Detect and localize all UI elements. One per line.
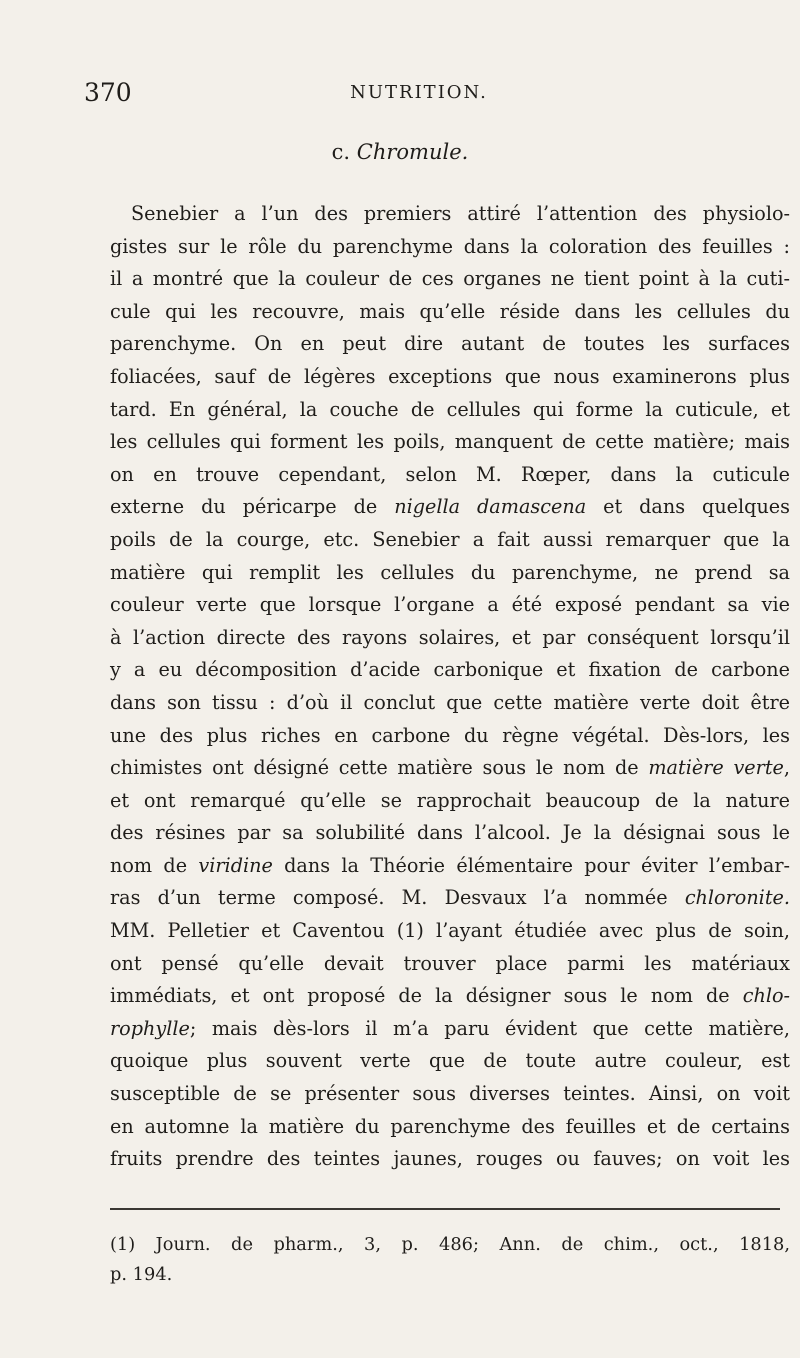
- text-span: nom de: [110, 853, 199, 877]
- text-span: matière qui remplit les cellules du parenchyme, ne prend sa: [110, 560, 790, 584]
- text-span: externe du péricarpe de: [110, 495, 395, 519]
- text-span: et dans quelques: [586, 495, 791, 519]
- text-line: [110, 720, 790, 753]
- text-span: on en trouve cependant, selon M. Rœper, dans la cuticule: [110, 462, 790, 486]
- italic-span: viridine: [198, 853, 273, 877]
- text-span: ,: [783, 756, 790, 780]
- text-span: dans son tissu : d’où il conclut que cette matière verte doit être: [110, 690, 790, 714]
- text-line: [110, 654, 790, 687]
- text-line: [110, 459, 790, 492]
- text-span: susceptible de se présenter sous diverses teintes. Ainsi, on voit: [110, 1082, 790, 1106]
- footnote-rule: [110, 1208, 780, 1210]
- text-span: et ont remarqué qu’elle se rapprochait beaucoup de la nature: [110, 788, 790, 812]
- text-line: [110, 915, 790, 948]
- text-line: [110, 231, 790, 264]
- text-line: [110, 1143, 790, 1176]
- text-span: (1) Journ. de pharm., 3, p. 486; Ann. de chim., oct., 1818,: [110, 1234, 790, 1255]
- italic-span: rophylle: [110, 1016, 190, 1040]
- text-span: les cellules qui forment les poils, manquent de cette matière; mais: [110, 430, 790, 454]
- text-span: quoique plus souvent verte que de toute autre couleur, est: [110, 1049, 790, 1073]
- text-line: [110, 524, 790, 557]
- text-line: [110, 687, 790, 720]
- text-span: parenchyme. On en peut dire autant de toutes les surfaces: [110, 332, 790, 356]
- text-line: [110, 1045, 790, 1078]
- text-line: [110, 817, 790, 850]
- section-label: Chromule.: [356, 140, 469, 164]
- text-line: [110, 557, 790, 590]
- text-span: Senebier a l’un des premiers attiré l’attention des physiolo-: [131, 202, 790, 225]
- text-line: [110, 491, 790, 524]
- text-span: à l’action directe des rayons solaires, et par conséquent lorsqu’il: [110, 625, 790, 649]
- italic-span: matière verte: [648, 756, 784, 780]
- section-title: [0, 140, 800, 164]
- text-span: fruits prendre des teintes jaunes, rouges ou fauves; on voit les: [110, 1147, 790, 1171]
- text-span: poils de la courge, etc. Senebier a fait aussi remarquer que la: [110, 527, 790, 551]
- text-span: chimistes ont désigné cette matière sous le nom de: [110, 756, 649, 780]
- text-span: des résines par sa solubilité dans l’alcool. Je la désignai sous le: [110, 821, 790, 845]
- text-span: cule qui les recouvre, mais qu’elle réside dans les cellules du: [110, 299, 790, 323]
- text-line: [110, 361, 790, 394]
- text-line: [110, 198, 790, 231]
- text-span: ras d’un terme composé. M. Desvaux l’a nommée: [110, 886, 685, 910]
- text-line: [110, 328, 790, 361]
- italic-span: chloronite.: [684, 886, 790, 910]
- text-line: [110, 426, 790, 459]
- text-span: MM. Pelletier et Caventou (1) l’ayant étudiée avec plus de soin,: [110, 919, 790, 943]
- text-span: il a montré que la couleur de ces organes ne tient point à la cuti-: [110, 267, 790, 291]
- text-span: immédiats, et ont proposé de la désigner sous le nom de: [110, 984, 743, 1008]
- footnote-line: [110, 1260, 790, 1290]
- text-span: couleur verte que lorsque l’organe a été exposé pendant sa vie: [110, 593, 790, 617]
- italic-span: chlo-: [742, 984, 790, 1008]
- text-line: [110, 948, 790, 981]
- text-line: [110, 752, 790, 785]
- text-line: [110, 850, 790, 883]
- italic-span: nigella damascena: [394, 495, 587, 519]
- text-span: p. 194.: [110, 1264, 173, 1285]
- footnote: [110, 1230, 790, 1290]
- text-line: [110, 1078, 790, 1111]
- section-prefix: c.: [331, 140, 351, 164]
- text-line: [110, 785, 790, 818]
- text-line: [110, 296, 790, 329]
- text-span: ont pensé qu’elle devait trouver place parmi les matériaux: [110, 951, 790, 975]
- text-span: ; mais dès-lors il m’a paru évident que cette matière,: [189, 1016, 790, 1040]
- text-span: foliacées, sauf de légères exceptions que nous examinerons plus: [110, 364, 790, 388]
- text-span: tard. En général, la couche de cellules qui forme la cuticule, et: [110, 397, 790, 421]
- text-span: en automne la matière du parenchyme des feuilles et de certains: [110, 1114, 790, 1138]
- text-line: [110, 622, 790, 655]
- running-head: [84, 78, 754, 118]
- text-line: [110, 589, 790, 622]
- footnote-line: [110, 1230, 790, 1260]
- text-line: [110, 394, 790, 427]
- text-span: gistes sur le rôle du parenchyme dans la coloration des feuilles :: [110, 234, 790, 258]
- text-line: [110, 882, 790, 915]
- text-line: [110, 263, 790, 296]
- text-span: une des plus riches en carbone du règne végétal. Dès-lors, les: [110, 723, 790, 747]
- text-span: dans la Théorie élémentaire pour éviter l’embar-: [272, 853, 790, 877]
- body-text: [110, 198, 790, 1176]
- text-line: [110, 980, 790, 1013]
- running-title: NUTRITION.: [350, 82, 488, 103]
- text-line: [110, 1013, 790, 1046]
- text-span: y a eu décomposition d’acide carbonique et fixation de carbone: [110, 658, 790, 682]
- text-line: [110, 1111, 790, 1144]
- page-number: 370: [84, 78, 132, 107]
